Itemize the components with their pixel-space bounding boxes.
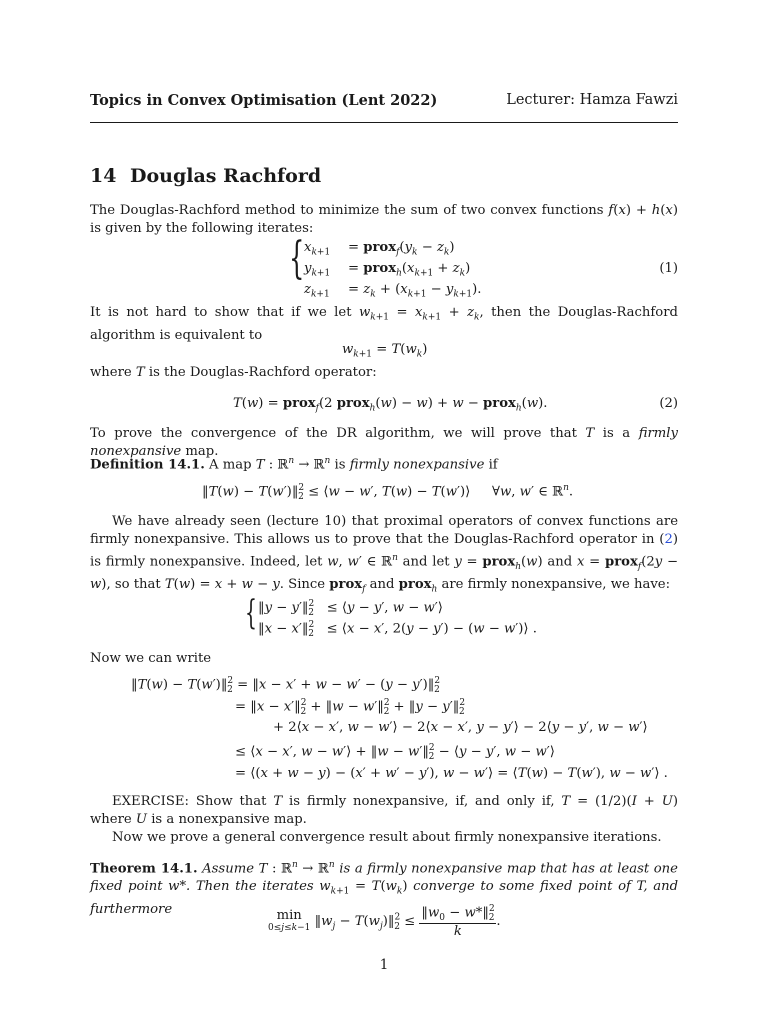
brace: {	[245, 593, 257, 633]
derivation-line-1: ‖T(w) − T(w′)‖$^2_2$ = ‖x − x′ + w − w′ − (y − y′)‖$^2_2$	[131, 676, 441, 696]
eq1-line1-rhs: = $prox_f(y_k - z_k)$	[348, 240, 455, 258]
section-title: Douglas Rachford	[130, 165, 322, 187]
paragraph-2: It is not hard to show that if we let $w_{k+1} = x_{k+1} + z_k$, then the Douglas-Rachford algorithm is equivalent to	[90, 305, 678, 343]
eq1-line1-lhs: $x_{k+1}$	[304, 240, 331, 258]
paragraph-5: We have already seen (lecture 10) that proximal operators of convex functions are firmly nonexpansive. This allows us to prove that the Douglas-Rachford operator in (2) is firmly nonexpansive. Indeed, let w, w′ ∈ ℝ$^n$ and let y = prox$_h$(w) and x = prox$_f$(2y − w), so that T(w) = x + w − y. Since prox$_f$ and prox$_h$ are firmly nonexpansive, we have:	[90, 514, 679, 595]
section-number: 14	[90, 165, 117, 187]
header-lecturer: Lecturer: Hamza Fawzi	[506, 92, 678, 108]
eq1-line2-lhs: $y_{k+1}$	[304, 261, 331, 279]
intro-paragraph: The Douglas-Rachford method to minimize the sum of two convex functions f(x) + h(x) is given by the following iterates:	[90, 203, 678, 236]
fraction-denominator: k	[453, 924, 462, 940]
ineq-line2: ‖x − x′‖$^2_2$ ≤ ⟨x − x′, 2(y − y′) − (w − w′)⟩ .	[258, 620, 537, 640]
eq1-line3-rhs: = $z_k + (x_{k+1} - y_{k+1})$.	[348, 282, 482, 300]
paragraph-3: where T is the Douglas-Rachford operator:	[90, 365, 377, 380]
definition: Definition 14.1. A map T : ℝ$^n$ → ℝ$^n$ is firmly nonexpansive if	[90, 456, 498, 473]
equation-w: $w_{k+1} = T(w_k)$	[342, 342, 428, 360]
definition-equation: ‖T(w) − T(w′)‖$^2_2$ ≤ ⟨w − w′, T(w) − T(w′)⟩	[202, 483, 471, 503]
derivation-line-2: = ‖x − x′‖$^2_2$ + ‖w − w′‖$^2_2$ + ‖y − y′‖$^2_2$	[235, 698, 466, 718]
page-number: 1	[379, 957, 389, 973]
fraction	[419, 904, 496, 939]
paragraph-4: To prove the convergence of the DR algorithm, we will prove that T is a firmly nonexpansive map.	[90, 426, 678, 459]
min-operator: min 0≤j≤k−1	[268, 907, 311, 933]
paragraph-6: Now we can write	[90, 651, 212, 666]
theorem-equation: min 0≤j≤k−1 $‖w_j$ − $T(w_j)‖^2_2$ ≤ $\frac{‖w_0 - w*‖^2_2}{k}$ .	[268, 904, 501, 940]
eq1-line3-lhs: $z_{k+1}$	[304, 282, 330, 300]
brace: {	[289, 233, 305, 284]
theorem: Theorem 14.1. Assume T : ℝ$^n$ → ℝ$^n$ is a firmly nonexpansive map that has at least one fixed point w*. Then the iterates $w_{k+1} = T(w_k)$ converge to some fixed point of T, and furthermore	[90, 860, 679, 918]
theorem-label: Theorem 14.1.	[90, 861, 198, 877]
header-rule	[90, 122, 678, 123]
equation-2: T(w) = prox$_f$(2 prox$_h$(w) − w) + w − prox$_h$(w).	[233, 396, 548, 414]
paragraph-7: Now we prove a general convergence result about firmly nonexpansive iterations.	[112, 830, 662, 845]
derivation-line-3: + 2⟨x − x′, w − w′⟩ − 2⟨x − x′, y − y′⟩ − 2⟨y − y′, w − w′⟩	[273, 720, 648, 735]
eq1-line2-rhs: = $prox_h(x_{k+1} + z_k)$	[348, 261, 471, 279]
header-course-title: Topics in Convex Optimisation (Lent 2022)	[90, 92, 438, 109]
eq1-tag: (1)	[659, 261, 678, 276]
section-heading	[90, 165, 321, 187]
definition-quantifier: ∀w, w′ ∈ ℝ$^n$.	[492, 483, 574, 500]
derivation-line-4: ≤ ⟨x − x′, w − w′⟩ + ‖w − w′‖$^2_2$ − ⟨y − y′, w − w′⟩	[235, 743, 555, 763]
exercise: EXERCISE: Show that T is firmly nonexpansive, if, and only if, T = (1/2)(I + U) where U is a nonexpansive map.	[90, 794, 679, 827]
ineq-line1: ‖y − y′‖$^2_2$ ≤ ⟨y − y′, w − w′⟩	[258, 599, 443, 619]
derivation-line-5: = ⟨(x + w − y) − (x′ + w′ − y′), w − w′⟩ = ⟨T(w) − T(w′), w − w′⟩ .	[235, 766, 668, 781]
eq2-tag: (2)	[659, 396, 678, 411]
definition-label: Definition 14.1.	[90, 457, 205, 473]
fraction-numerator: $‖w_0$ − w*‖$^2_2$	[421, 904, 495, 924]
